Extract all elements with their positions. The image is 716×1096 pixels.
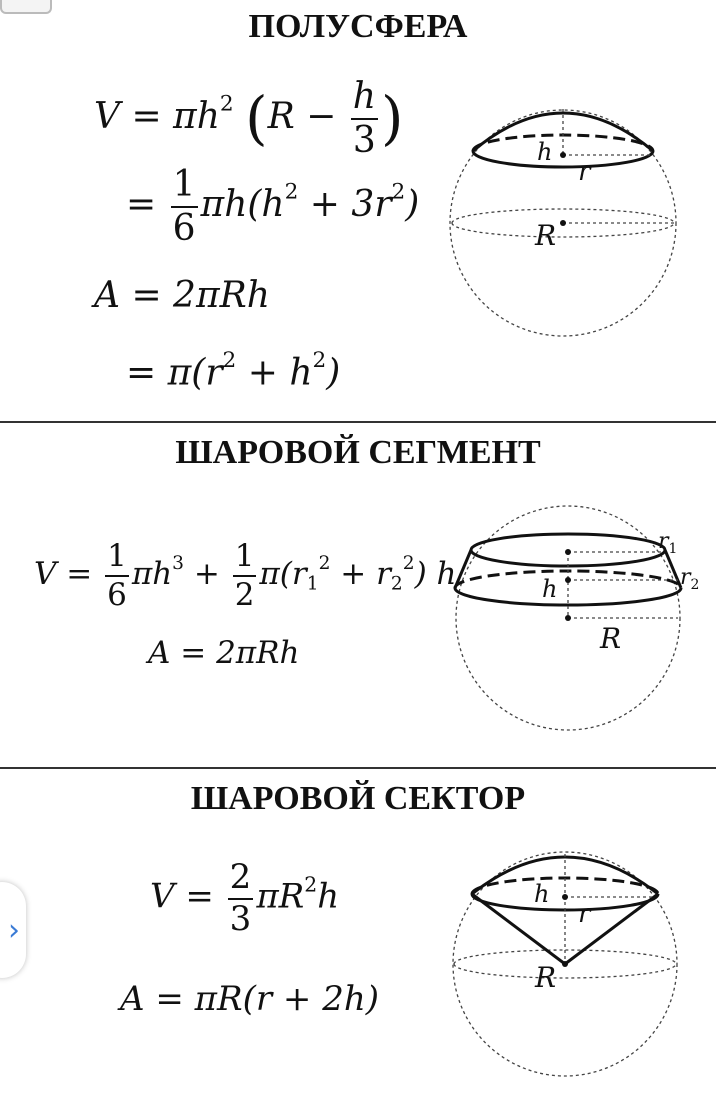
label-R: R — [600, 622, 622, 655]
hemisphere-volume-formula-1: $V = \pi h^2$ (R − $\frac{h}{3}$ ) — [94, 76, 404, 161]
label-r: r — [578, 899, 591, 929]
label-h: h — [534, 880, 550, 908]
section-title-segment: ШАРОВОЙ СЕГМЕНТ — [175, 434, 541, 471]
segment-diagram — [444, 500, 716, 740]
segment-area-formula: A = 2πRh — [148, 635, 300, 671]
label-r: r — [578, 157, 591, 187]
hemisphere-diagram — [440, 95, 690, 345]
sector-volume-formula: V = $\frac{2}{3}$ $\pi R^2h$ — [150, 857, 340, 939]
label-R: R — [535, 961, 557, 994]
label-r2: $r_2$ — [680, 565, 700, 593]
sector-diagram — [442, 842, 692, 1092]
label-h: h — [537, 138, 553, 166]
hemisphere-area-formula-2: = $\pi(r^2 + h^2)$ — [126, 348, 341, 394]
label-R: R — [535, 219, 557, 252]
section-title-sector: ШАРОВОЙ СЕКТОР — [190, 780, 526, 817]
label-h: h — [542, 575, 558, 603]
hemisphere-volume-formula-2: = $\frac{1}{6}$ $\pi h(h^2 + 3r^2)$ — [126, 164, 420, 249]
hemisphere-area-formula-1: A = 2πRh — [94, 275, 270, 316]
segment-volume-formula: V = $\frac{1}{6}$ $\pi h^3$ + $\frac{1}{2}$ $\pi(r_1^2 + r_2^2)$ h — [34, 538, 457, 613]
chevron-right-icon[interactable]: › — [0, 882, 26, 978]
section-title-hemisphere: ПОЛУСФЕРА — [248, 8, 468, 45]
label-r1: $r_1$ — [658, 529, 678, 557]
sector-area-formula: A = πR(r + 2h) — [120, 979, 380, 1019]
section-divider — [0, 421, 716, 423]
section-divider — [0, 767, 716, 769]
